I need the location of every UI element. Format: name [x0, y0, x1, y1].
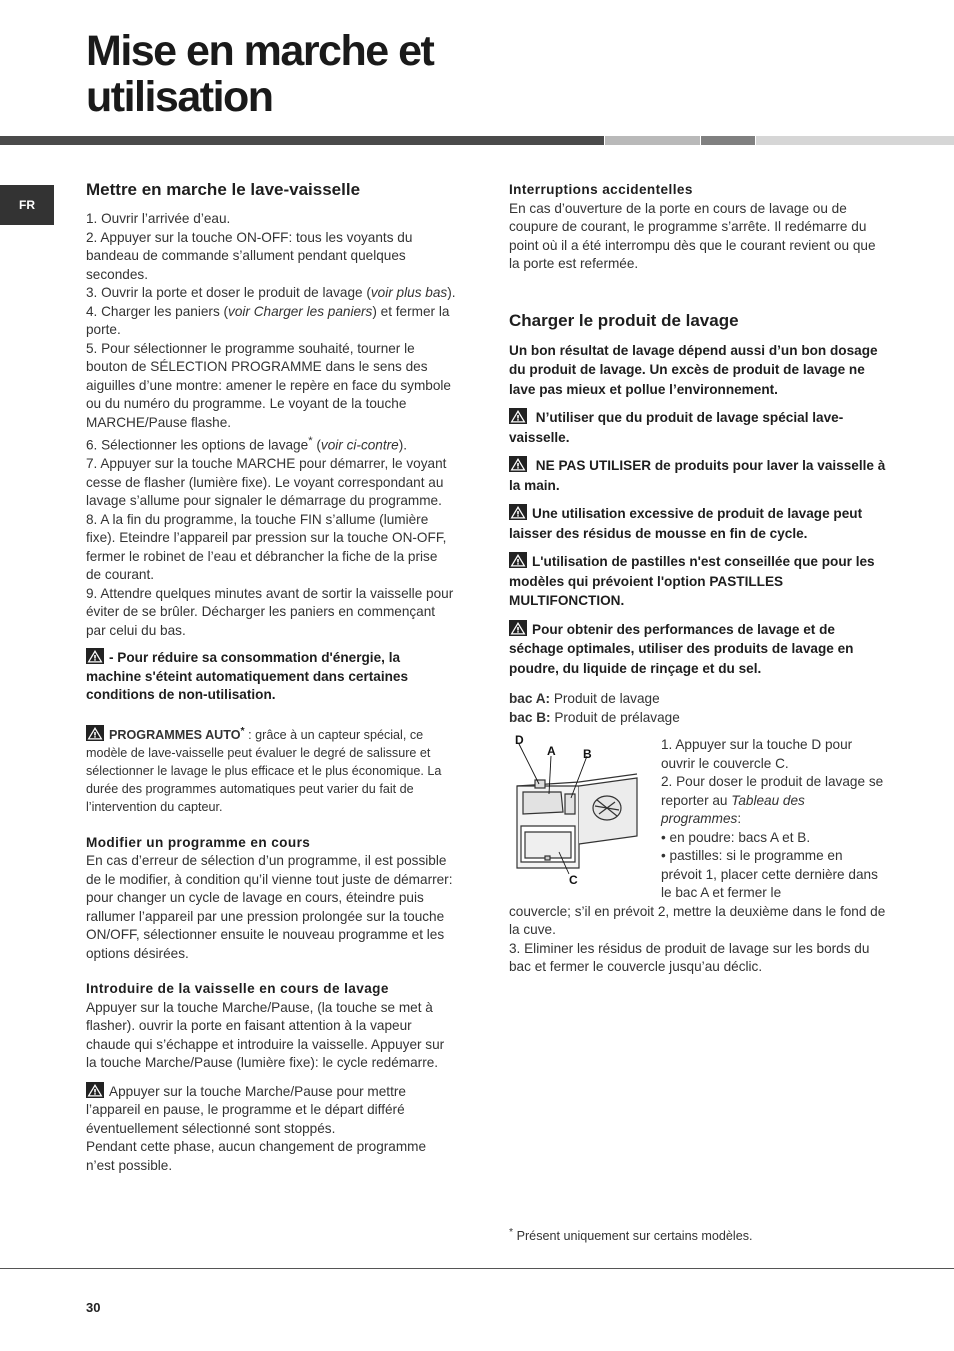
warning-3: Une utilisation excessive de produit de lavage peut laisser des résidus de mousse en fin de cycle.	[509, 506, 863, 541]
label-c: C	[569, 873, 578, 886]
detergent-intro: Un bon résultat de lavage dépend aussi d’un bon dosage du produit de lavage. Un excès de produit de lavage ne lave pas mieux et pollue l’environnement.	[509, 342, 878, 397]
warning-1: N’utiliser que du produit de lavage spécial lave-vaisselle.	[509, 410, 844, 445]
warning-icon	[509, 456, 527, 472]
language-tab: FR	[0, 185, 54, 225]
step-7: 7. Appuyer sur la touche MARCHE pour démarrer, le voyant cesse de flasher (lumière fixe). Le voyant correspondant au lavage s’allume pour signaler le démarrage du programme.	[86, 456, 447, 509]
warning-4: L'utilisation de pastilles n'est conseillée que pour les modèles qui prévoient l'option PASTILLES MULTIFONCTION.	[509, 554, 875, 608]
header-bar-mid	[701, 136, 755, 145]
interrupt-text: En cas d’ouverture de la porte en cours de lavage ou de coupure de courant, le programme s’arrête. Il redémarre du point où il a été interrompu dès que le courant revient ou que la porte est refermée.	[509, 200, 876, 271]
step-9: 9. Attendre quelques minutes avant de sortir la vaisselle pour éviter de se brûler. Décharger les paniers en commençant par celui du bas.	[86, 585, 454, 638]
step-1: 1. Ouvrir l’arrivée d’eau.	[86, 211, 231, 226]
detergent-dispenser-figure	[509, 734, 643, 886]
dose-bullet-2-cont: couvercle; s’il en prévoit 2, mettre la deuxième dans le fond de la cuve.	[509, 903, 886, 937]
warning-icon	[86, 725, 104, 741]
header-bar-pale	[756, 136, 954, 145]
warning-icon	[509, 552, 527, 568]
warning-5: Pour obtenir des performances de lavage et de séchage optimales, utiliser des produits de lavage en poudre, du liquide de rinçage et du sel.	[509, 621, 854, 676]
dose-bullet-1: • en poudre: bacs A et B.	[661, 829, 811, 845]
warning-icon	[509, 620, 527, 636]
warning-icon	[509, 408, 527, 424]
footnote: * Présent uniquement sur certains modèles.	[509, 1226, 753, 1244]
warning-icon	[509, 504, 527, 520]
warning-icon	[86, 1082, 104, 1098]
step-5: 5. Pour sélectionner le programme souhaité, tourner le bouton de SÉLECTION PROGRAMME dans le sens des aiguilles d’une montre: amener le repère en face du symbole ou du numéro du programme. Le voyant de la touche MARCHE/Pause flashe.	[86, 340, 451, 430]
label-d: D	[515, 734, 524, 747]
page-number: 30	[86, 1300, 101, 1315]
modify-heading: Modifier un programme en cours	[86, 834, 311, 850]
warning-icon	[86, 648, 104, 664]
warning-2: NE PAS UTILISER de produits pour laver la vaisselle à la main.	[509, 458, 886, 493]
header-bar-dark	[0, 136, 604, 145]
step-3: 3. Ouvrir la porte et doser le produit de lavage (voir plus bas).	[86, 285, 456, 300]
insert-heading: Introduire de la vaisselle en cours de lavage	[86, 981, 389, 997]
label-a: A	[547, 744, 556, 758]
interrupt-heading: Interruptions accidentelles	[509, 182, 693, 197]
pause-note-2: Pendant cette phase, aucun changement de programme n’est possible.	[86, 1139, 427, 1173]
step-4: 4. Charger les paniers (voir Charger les paniers) et fermer la porte.	[86, 303, 450, 337]
title-line-2: utilisation	[86, 73, 273, 121]
dose-step-3: 3. Eliminer les résidus de produit de lavage sur les bords du bac et fermer le couvercle jusqu’au déclic.	[509, 940, 870, 974]
pause-note: Appuyer sur la touche Marche/Pause pour mettre l’appareil en pause, le programme et le départ différé éventuellement sélectionné sont stoppés.	[86, 1083, 406, 1136]
step-6: 6. Sélectionner les options de lavage* (voir ci-contre).	[86, 435, 408, 453]
modify-text: En cas d’erreur de sélection d’un programme, il est possible de le modifier, à condition qu’il vienne tout juste de démarrer: pour changer un cycle de lavage en cours, éteindre puis rallumer l’appareil par une pression prolongée sur la touche ON/OFF, sélectionner ensuite le nouveau programme et les options désirées.	[86, 853, 453, 961]
section-heading-start: Mettre en marche le lave-vaisselle	[86, 180, 361, 199]
dispenser-block	[509, 736, 887, 977]
header-bar-light	[605, 136, 700, 145]
bac-b-line: bac B: Produit de prélavage	[509, 709, 680, 725]
step-8: 8. A la fin du programme, la touche FIN s’allume (lumière fixe). Eteindre l’appareil par pression sur la touche ON-OFF, fermer le robinet de l’eau et débrancher la fiche de la prise de courant.	[86, 511, 447, 583]
dose-bullet-2: • pastilles: si le programme en prévoit 1, placer cette dernière dans le bac A et fermer le	[661, 848, 878, 900]
step-2: 2. Appuyer sur la touche ON-OFF: tous les voyants du bandeau de commande s’allument pendant quelques secondes.	[86, 229, 413, 282]
footer-rule	[0, 1268, 954, 1269]
detergent-heading: Charger le produit de lavage	[509, 310, 739, 330]
insert-text: Appuyer sur la touche Marche/Pause, (la touche se met à flasher). ouvrir la porte en faisant attention à la vapeur chaude qui s’échappe et introduire la vaisselle. Appuyer sur la touche Marche/Pause (lumière fixe): le cycle redémarre.	[86, 999, 445, 1071]
dose-step-1: 1. Appuyer sur la touche D pour ouvrir le couvercle C.	[661, 737, 853, 771]
energy-note: - Pour réduire sa consommation d'énergie, la machine s'éteint automatiquement dans certaines conditions de non-utilisation.	[86, 650, 409, 703]
auto-programs-note: PROGRAMMES AUTO* : grâce à un capteur spécial, ce modèle de lave-vaisselle peut évaluer le degré de salissure et sélectionner le lavage le plus efficace et le plus économique. La durée des programmes automatiques peut varier du fait de l’intervention du capteur.	[86, 724, 442, 814]
label-b: B	[583, 747, 592, 761]
title-line-1: Mise en marche et	[86, 27, 434, 75]
right-column	[509, 181, 887, 977]
bac-a-line: bac A: Produit de lavage	[509, 691, 660, 706]
left-column	[86, 179, 456, 1175]
dose-step-2: 2. Pour doser le produit de lavage se reporter au Tableau des programmes:	[661, 774, 884, 826]
page-title	[86, 28, 433, 120]
